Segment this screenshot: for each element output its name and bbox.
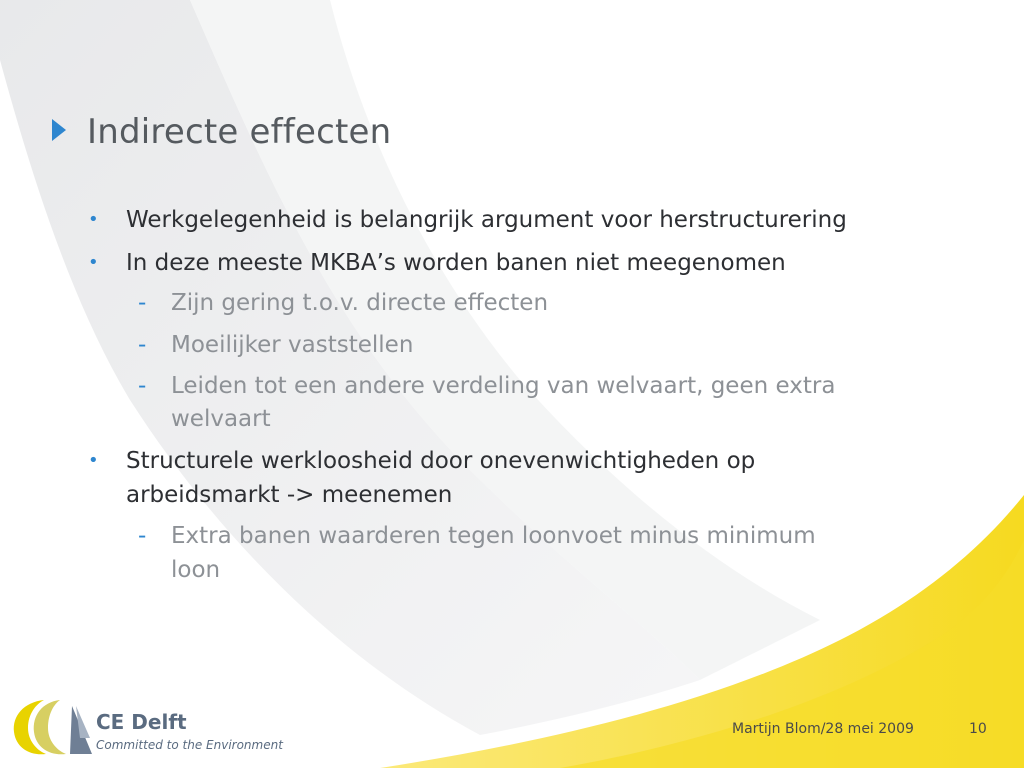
logo-name: CE Delft [96,710,187,734]
list-item-text: Werkgelegenheid is belangrijk argument voor herstructurering [126,207,847,233]
sub-list-item-text-line1: Leiden tot een andere verdeling van welvaart, geen extra [171,373,836,399]
footer-author-date: Martijn Blom/28 mei 2009 [732,721,914,737]
logo-tagline: Committed to the Environment [96,738,283,752]
list-item-text-line1: Structurele werkloosheid door onevenwichtigheden op [126,448,756,474]
bullet-icon: • [88,450,99,471]
list-item-text-line2: arbeidsmarkt -> meenemen [126,482,453,508]
slide-title: Indirecte effecten [87,112,392,152]
sub-list-item-text: Moeilijker vaststellen [171,332,414,358]
dash-icon: - [138,523,147,549]
dash-icon: - [138,332,147,358]
sub-list-item-text-line2: loon [171,557,221,583]
bullet-icon: • [88,209,99,230]
bullet-icon: • [88,252,99,273]
dash-icon: - [138,373,147,399]
page-number: 10 [969,721,987,737]
sub-list-item-text: Zijn gering t.o.v. directe effecten [171,290,549,316]
sub-list-item-text-line2: welvaart [171,406,271,432]
list-item-text: In deze meeste MKBA’s worden banen niet meegenomen [126,250,786,276]
dash-icon: - [138,290,147,316]
slide-title-row [52,112,391,152]
play-arrow-icon [52,119,66,141]
sub-list-item-text-line1: Extra banen waarderen tegen loonvoet minus minimum [171,523,816,549]
